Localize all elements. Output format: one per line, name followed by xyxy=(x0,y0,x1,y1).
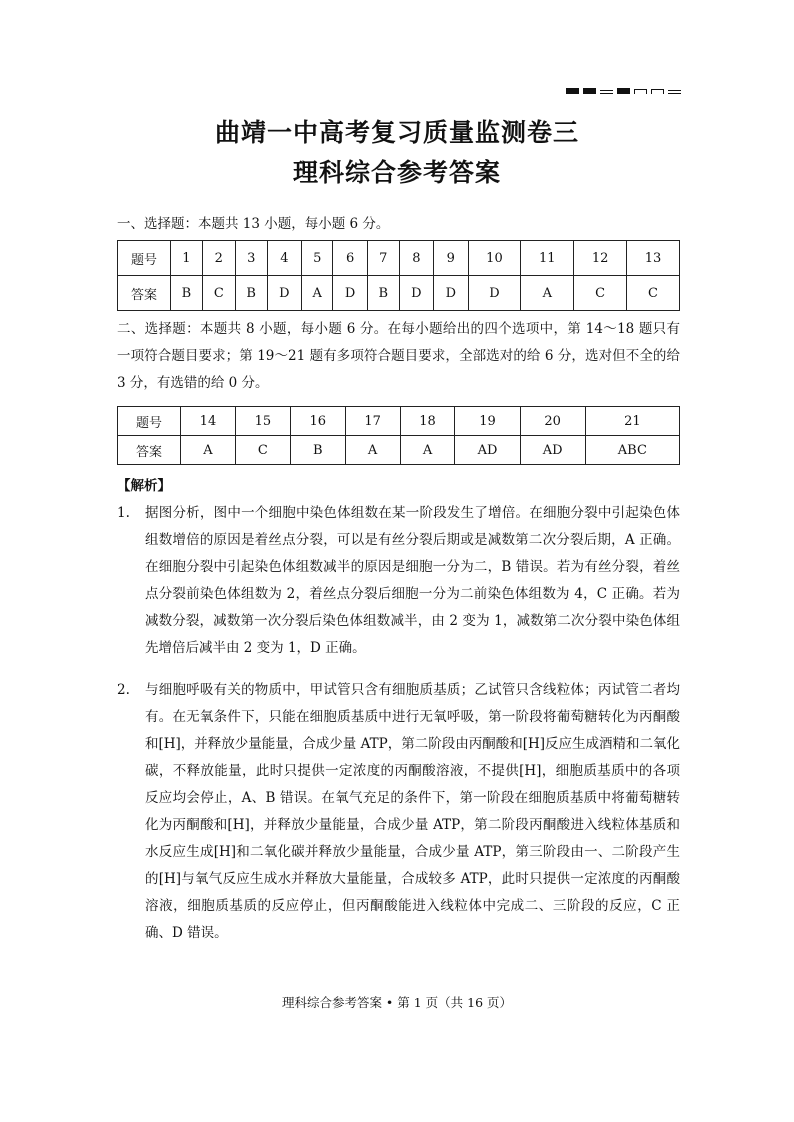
row-label: 题号 xyxy=(118,241,171,276)
answer-cell: C xyxy=(202,276,235,311)
question-number: 16 xyxy=(290,407,345,436)
answer-cell: B xyxy=(171,276,203,311)
question-number: 6 xyxy=(333,241,367,276)
item-number: 1. xyxy=(117,505,130,521)
question-number: 3 xyxy=(235,241,267,276)
question-number: 1 xyxy=(171,241,203,276)
row-label: 题号 xyxy=(118,407,181,436)
answer-cell: C xyxy=(627,276,680,311)
answer-cell: B xyxy=(290,436,345,465)
document-subtitle: 理科综合参考答案 xyxy=(292,158,501,187)
section2-heading: 二、选择题：本题共 8 小题，每小题 6 分。在每小题给出的四个选项中，第 14～18 题只有一项符合题目要求；第 19～21 题有多项符合题目要求，全部选对的给 6 分，选对但不全的给 3 分，有选错的给 0 分。 xyxy=(117,321,680,391)
answer-cell: C xyxy=(574,276,627,311)
answer-cell: ABC xyxy=(585,436,679,465)
question-number: 14 xyxy=(181,407,236,436)
question-number: 15 xyxy=(235,407,290,436)
row-label: 答案 xyxy=(118,276,171,311)
question-number: 9 xyxy=(434,241,468,276)
answer-cell: A xyxy=(345,436,400,465)
question-number: 17 xyxy=(345,407,400,436)
question-number: 21 xyxy=(585,407,679,436)
answer-cell: A xyxy=(521,276,574,311)
item-number: 2. xyxy=(117,682,130,698)
question-number: 8 xyxy=(399,241,433,276)
table-row-numbers xyxy=(118,407,680,436)
answer-cell: A xyxy=(302,276,333,311)
question-number: 11 xyxy=(521,241,574,276)
question-number: 12 xyxy=(574,241,627,276)
table-row-numbers xyxy=(118,241,680,276)
item-text: 据图分析，图中一个细胞中染色体组数在某一阶段发生了增倍。在细胞分裂中引起染色体组数增倍的原因是着丝点分裂，可以是有丝分裂后期或是减数第二次分裂后期，A 正确。在细胞分裂中引起染色体组数减半的原因是细胞一分为二，B 错误。若为有丝分裂，着丝点分裂前染色体组数为 2，着丝点分裂后细胞一分为二前染色体组数为 4，C 正确。若为减数分裂，减数第一次分裂后染色体组数减半，由 2 变为 1，减数第二次分裂中染色体组先增倍后减半由 2 变为 1，D 正确。 xyxy=(145,505,680,656)
table-row-answers xyxy=(118,436,680,465)
row-label: 答案 xyxy=(118,436,181,465)
document-title: 曲靖一中高考复习质量监测卷三 xyxy=(214,118,579,147)
item-text: 与细胞呼吸有关的物质中，甲试管只含有细胞质基质；乙试管只含线粒体；丙试管二者均有。在无氧条件下，只能在细胞质基质中进行无氧呼吸，第一阶段将葡萄糖转化为丙酮酸和[H]，并释放少量能量，合成少量 ATP，第二阶段由丙酮酸和[H]反应生成酒精和二氧化碳，不释放能量，此时只提供一定浓度的丙酮酸溶液，不提供[H]，细胞质基质中的各项反应均会停止，A、B 错误。在氧气充足的条件下，第一阶段在细胞质基质中将葡萄糖转化为丙酮酸和[H]，并释放少量能量，合成少量 ATP，第二阶段丙酮酸进入线粒体基质和水反应生成[H]和二氧化碳并释放少量能量，合成少量 ATP，第三阶段由一、二阶段产生的[H]与氧气反应生成水并释放大量能量，合成较多 ATP，此时只提供一定浓度的丙酮酸溶液，细胞质基质的反应停止，但丙酮酸能进入线粒体中完成二、三阶段的反应，C 正确、D 错误。 xyxy=(145,682,681,941)
answer-cell: D xyxy=(434,276,468,311)
page-footer: 理科综合参考答案 • 第 1 页（共 16 页） xyxy=(281,995,513,1010)
question-number: 10 xyxy=(468,241,521,276)
analysis-item-2 xyxy=(117,677,680,947)
question-number: 7 xyxy=(367,241,399,276)
answer-cell: B xyxy=(235,276,267,311)
analysis-heading: 【解析】 xyxy=(117,478,171,494)
answer-cell: AD xyxy=(520,436,585,465)
answer-table-2 xyxy=(117,406,680,465)
mark-filled xyxy=(566,88,579,94)
question-number: 18 xyxy=(400,407,455,436)
answer-cell: A xyxy=(181,436,236,465)
mark-filled xyxy=(617,88,630,94)
mark-lines xyxy=(600,90,613,94)
question-number: 4 xyxy=(267,241,301,276)
table-row-answers xyxy=(118,276,680,311)
answer-table-1 xyxy=(117,240,680,311)
answer-cell: D xyxy=(333,276,367,311)
question-number: 5 xyxy=(302,241,333,276)
answer-cell: D xyxy=(399,276,433,311)
answer-cell: D xyxy=(267,276,301,311)
mark-hollow xyxy=(651,89,664,94)
section1-heading: 一、选择题：本题共 13 小题，每小题 6 分。 xyxy=(117,216,390,232)
answer-cell: AD xyxy=(455,436,520,465)
mark-lines xyxy=(668,90,681,94)
answer-cell: B xyxy=(367,276,399,311)
question-number: 20 xyxy=(520,407,585,436)
answer-cell: A xyxy=(400,436,455,465)
answer-cell: D xyxy=(468,276,521,311)
mark-filled xyxy=(583,88,596,94)
corner-marks xyxy=(566,88,681,94)
question-number: 13 xyxy=(627,241,680,276)
analysis-item-1 xyxy=(117,500,680,662)
mark-hollow xyxy=(634,89,647,94)
answer-cell: C xyxy=(235,436,290,465)
question-number: 2 xyxy=(202,241,235,276)
question-number: 19 xyxy=(455,407,520,436)
